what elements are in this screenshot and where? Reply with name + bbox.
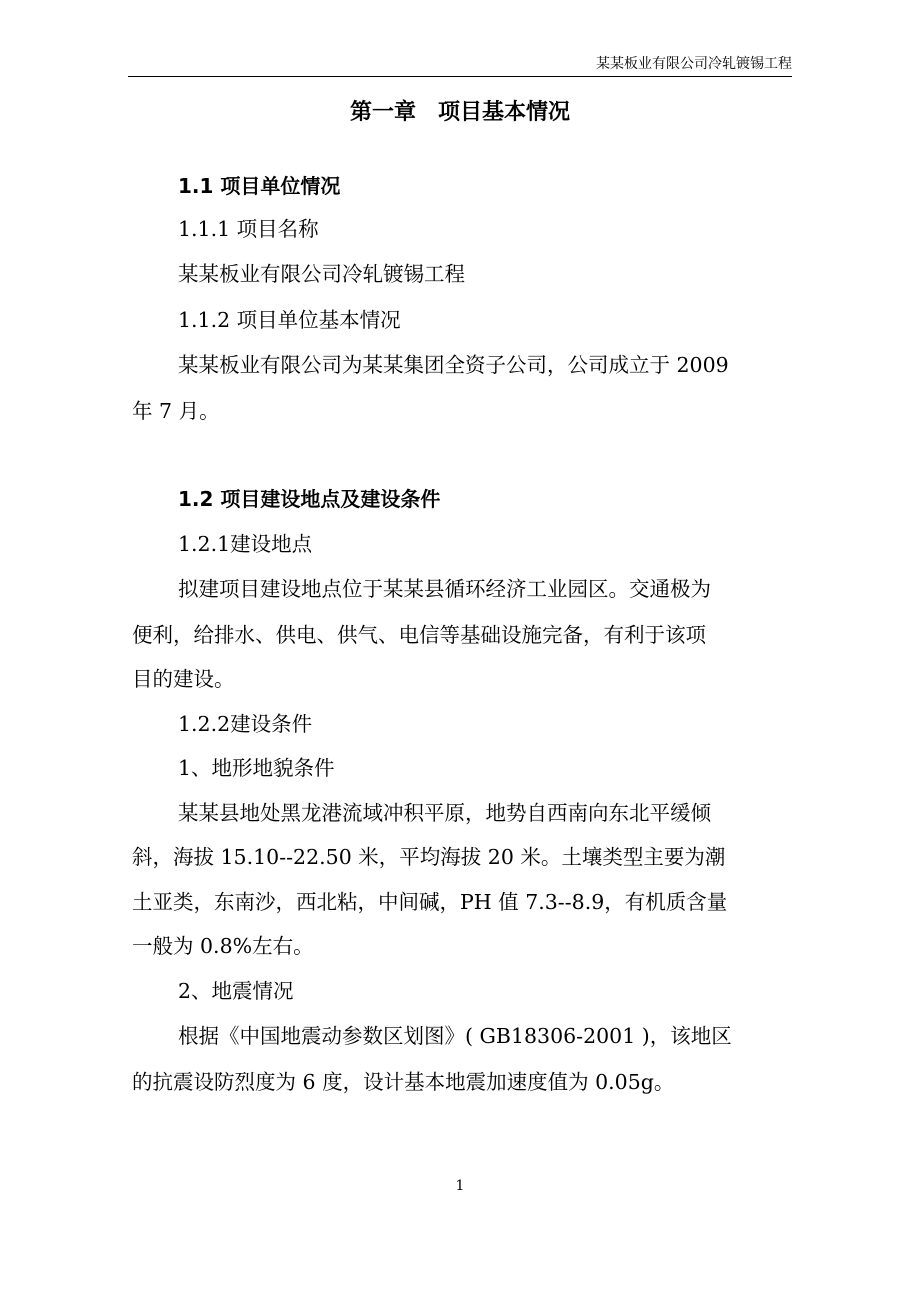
page-number: 1	[455, 1178, 465, 1194]
subsection-1-2-1: 1.2.1建设地点	[178, 532, 313, 556]
item-heading: 1、地形地貌条件	[178, 756, 335, 780]
section-heading-1-1: 1.1 项目单位情况	[178, 174, 341, 198]
header-rule	[128, 76, 792, 77]
item-heading: 2、地震情况	[178, 979, 294, 1003]
chapter-title: 第一章 项目基本情况	[349, 100, 570, 125]
section-heading-1-2: 1.2 项目建设地点及建设条件	[178, 487, 441, 511]
project-name: 某某板业有限公司冷轧镀锡工程	[178, 262, 465, 286]
paragraph-line: 某某县地处黑龙港流域冲积平原，地势自西南向东北平缓倾	[178, 801, 711, 825]
paragraph-line: 根据《中国地震动参数区划图》( GB18306-2001 )，该地区	[178, 1024, 732, 1048]
subsection-1-1-1: 1.1.1 项目名称	[178, 217, 319, 241]
paragraph-line: 目的建设。	[132, 667, 235, 691]
paragraph-line: 的抗震设防烈度为 6 度，设计基本地震加速度值为 0.05g。	[132, 1070, 675, 1094]
paragraph-line: 某某板业有限公司为某某集团全资子公司，公司成立于 2009	[178, 353, 729, 377]
paragraph-line: 斜，海拔 15.10--22.50 米，平均海拔 20 米。土壤类型主要为潮	[132, 845, 726, 869]
paragraph-line: 土亚类，东南沙，西北粘，中间碱，PH 值 7.3--8.9，有机质含量	[132, 890, 728, 914]
paragraph-line: 便利，给排水、供电、供气、电信等基础设施完备，有利于该项	[132, 623, 706, 647]
paragraph-line: 一般为 0.8%左右。	[132, 934, 314, 958]
subsection-1-2-2: 1.2.2建设条件	[178, 712, 313, 736]
page-header: 某某板业有限公司冷轧镀锡工程	[596, 56, 792, 72]
subsection-1-1-2: 1.1.2 项目单位基本情况	[178, 308, 401, 332]
paragraph-line: 年 7 月。	[132, 399, 220, 423]
paragraph-line: 拟建项目建设地点位于某某县循环经济工业园区。交通极为	[178, 577, 711, 601]
